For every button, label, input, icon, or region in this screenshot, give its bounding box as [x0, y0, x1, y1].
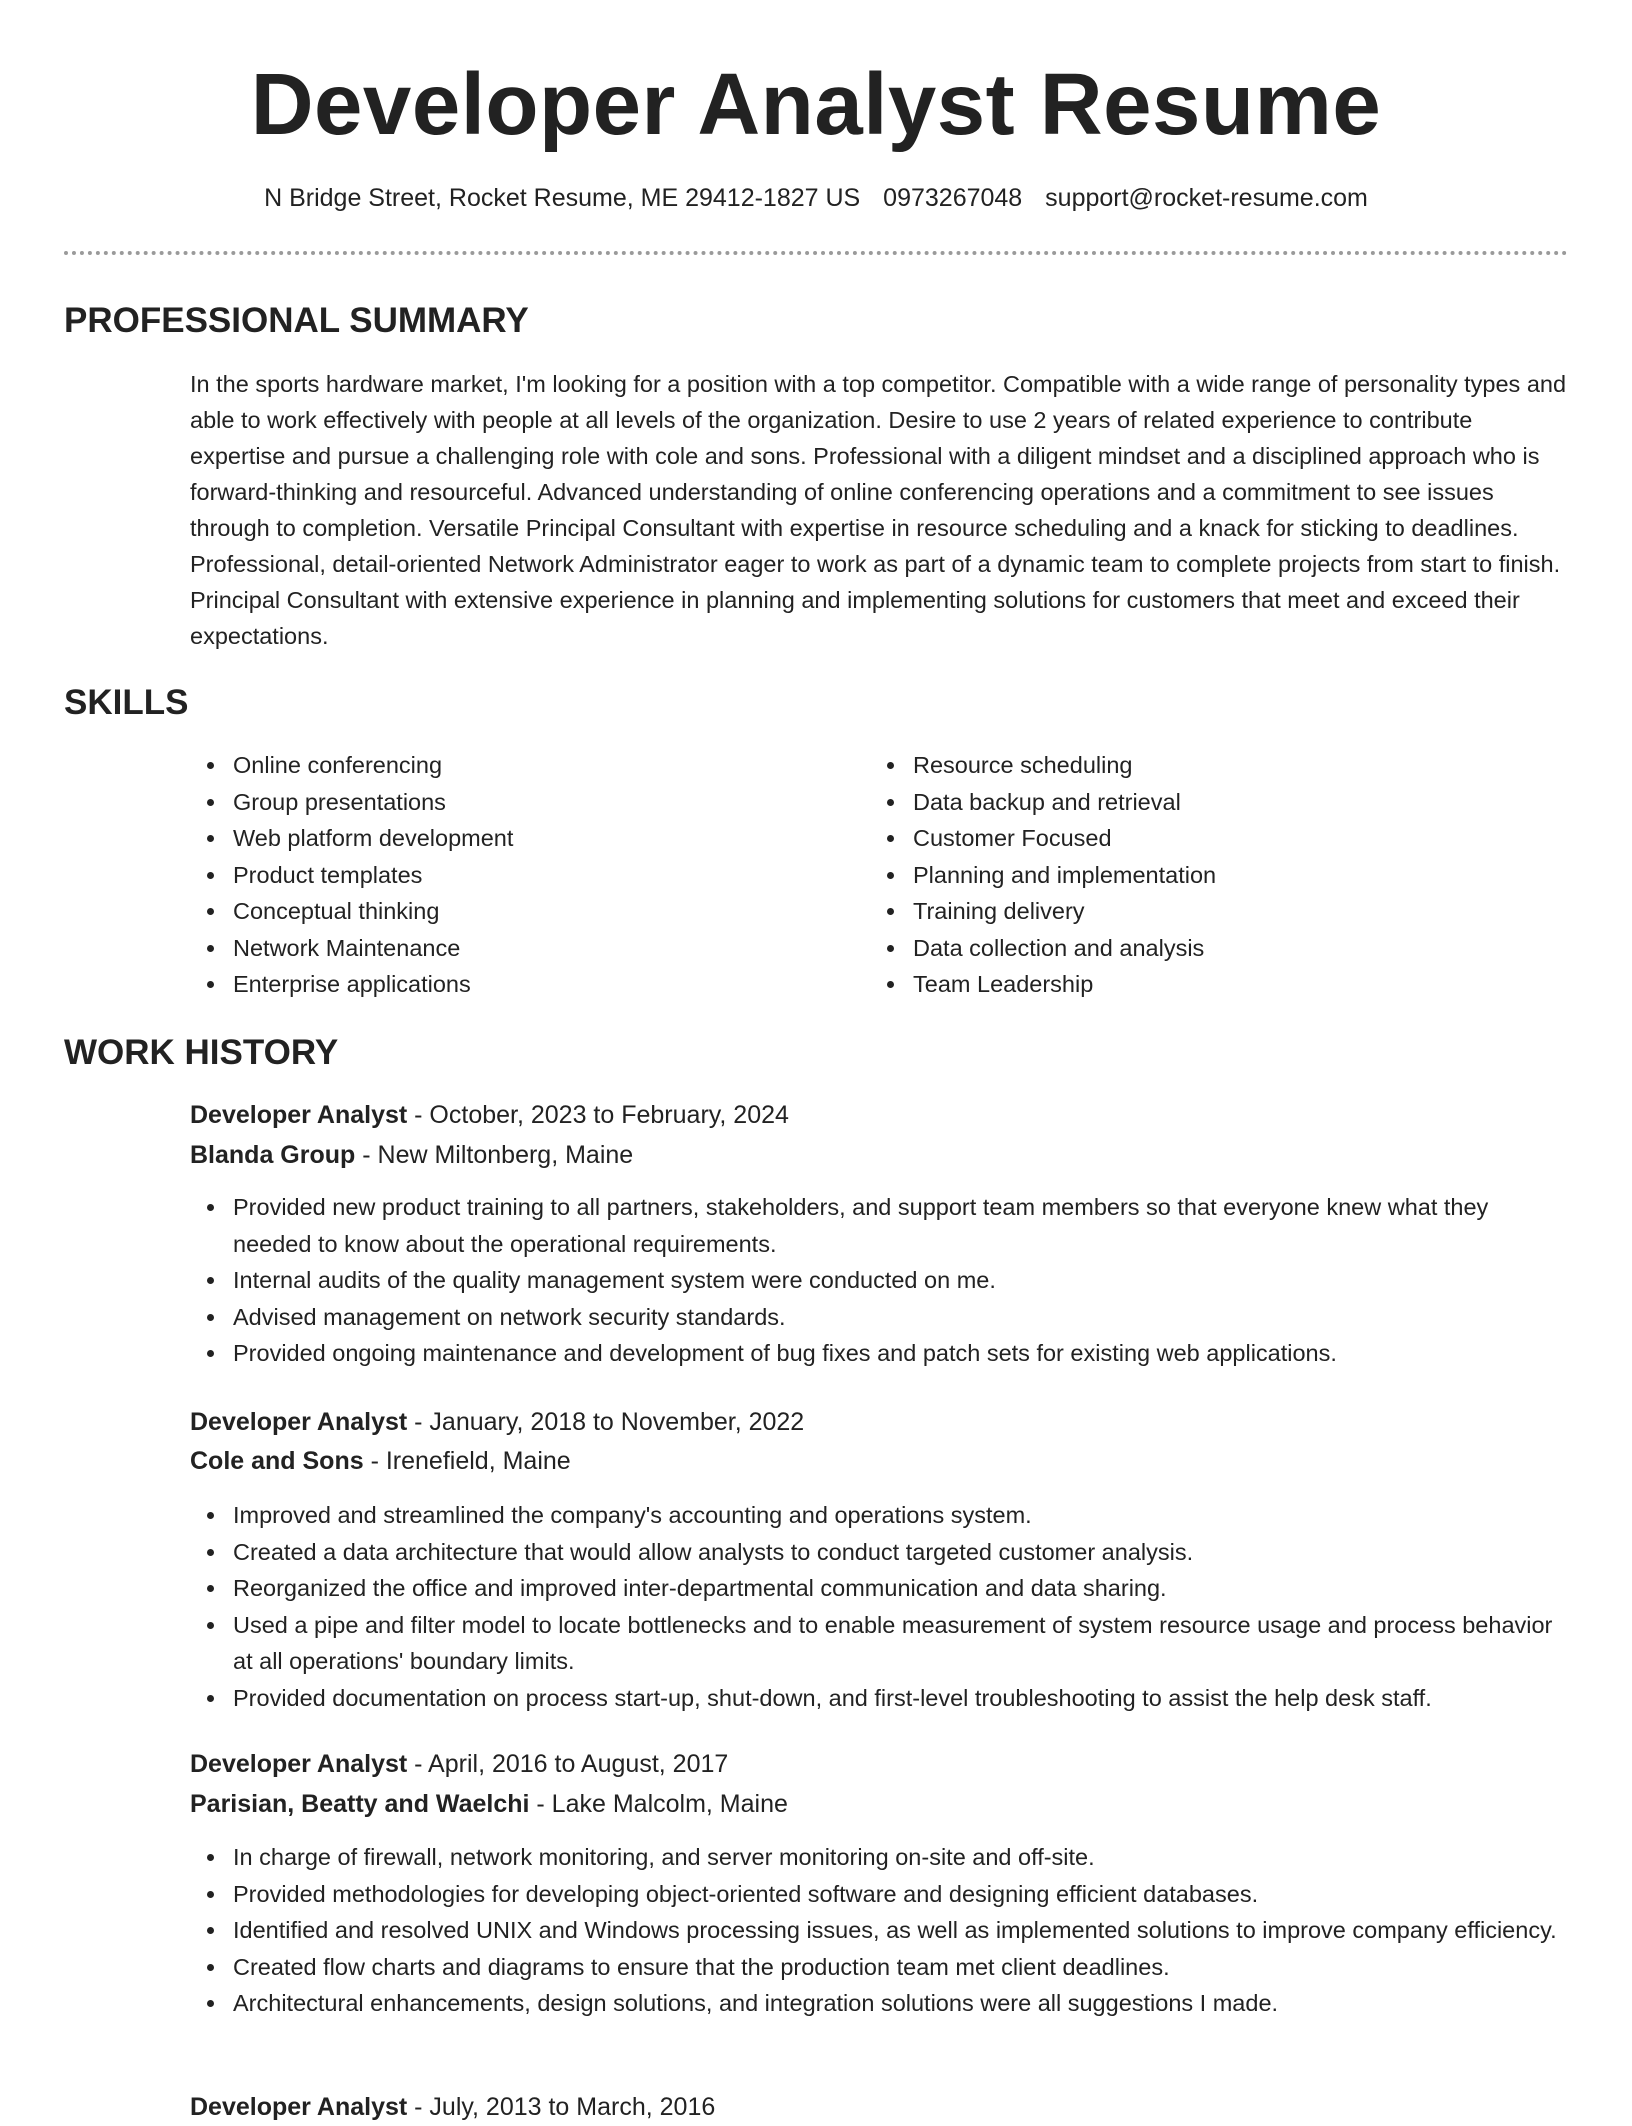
job-bullet: Created a data architecture that would allow analysts to conduct targeted customer analysis.	[233, 1534, 1573, 1571]
job-company-line	[190, 1785, 788, 1823]
job-bullets	[233, 1497, 1573, 1716]
job-bullet: Identified and resolved UNIX and Windows processing issues, as well as implemented solutions to improve company efficiency.	[233, 1912, 1573, 1949]
job-title: Developer Analyst	[190, 1750, 408, 1778]
skill-item: Web platform development	[233, 820, 833, 857]
phone: 0973267048	[883, 184, 1023, 212]
job-location: - Irenefield, Maine	[363, 1447, 571, 1475]
job-bullet: In charge of firewall, network monitoring, and server monitoring on-site and off-site.	[233, 1839, 1573, 1876]
job-company-line	[190, 1136, 633, 1174]
skills-heading: SKILLS	[64, 683, 189, 722]
job-company: Parisian, Beatty and Waelchi	[190, 1790, 530, 1818]
job-bullets	[233, 1839, 1573, 2022]
summary-heading: PROFESSIONAL SUMMARY	[64, 301, 529, 340]
job-bullet: Provided ongoing maintenance and development of bug fixes and patch sets for existing web applications.	[233, 1335, 1573, 1372]
job-title: Developer Analyst	[190, 1408, 408, 1436]
job-bullet: Improved and streamlined the company's accounting and operations system.	[233, 1497, 1573, 1534]
skill-item: Training delivery	[913, 893, 1513, 930]
job-company: Blanda Group	[190, 1141, 356, 1169]
header-divider	[64, 251, 1568, 255]
skills-list-right	[913, 747, 1513, 1003]
job-title-line	[190, 2088, 715, 2126]
job-bullets	[233, 1189, 1573, 1372]
skill-item: Team Leadership	[913, 966, 1513, 1003]
job-bullet: Provided new product training to all partners, stakeholders, and support team members so that everyone knew what they needed to know about the operational requirements.	[233, 1189, 1573, 1262]
job-dates: - January, 2018 to November, 2022	[407, 1408, 805, 1436]
skill-item: Online conferencing	[233, 747, 833, 784]
job-bullet: Advised management on network security standards.	[233, 1299, 1573, 1336]
work-heading: WORK HISTORY	[64, 1033, 339, 1072]
skill-item: Planning and implementation	[913, 857, 1513, 894]
job-location: - Lake Malcolm, Maine	[529, 1790, 788, 1818]
job-title: Developer Analyst	[190, 1101, 408, 1129]
contact-line	[0, 181, 1632, 215]
job-title-line	[190, 1745, 728, 1783]
job-dates: - April, 2016 to August, 2017	[407, 1750, 729, 1778]
job-bullet: Created flow charts and diagrams to ensure that the production team met client deadlines.	[233, 1949, 1573, 1986]
job-company: Cole and Sons	[190, 1447, 364, 1475]
resume-title: Developer Analyst Resume	[250, 56, 1382, 153]
job-bullet: Provided methodologies for developing object-oriented software and designing efficient databases.	[233, 1876, 1573, 1913]
job-location: - New Miltonberg, Maine	[355, 1141, 634, 1169]
address: N Bridge Street, Rocket Resume, ME 29412-1827 US	[264, 184, 861, 212]
skill-item: Group presentations	[233, 784, 833, 821]
job-bullet: Used a pipe and filter model to locate bottlenecks and to enable measurement of system resource usage and process behavior at all operations' boundary limits.	[233, 1607, 1573, 1680]
skill-item: Network Maintenance	[233, 930, 833, 967]
skill-item: Customer Focused	[913, 820, 1513, 857]
skill-item: Resource scheduling	[913, 747, 1513, 784]
skill-item: Conceptual thinking	[233, 893, 833, 930]
job-title-line	[190, 1096, 789, 1134]
summary-text: In the sports hardware market, I'm looking for a position with a top competitor. Compatible with a wide range of personality types and able to work effectively with people at all levels of the organization. Desire to use 2 years of related experience to contribute expertise and pursue a challenging role with cole and sons. Professional with a diligent mindset and a disciplined approach who is forward-thinking and resourceful. Advanced understanding of online conferencing operations and a commitment to see issues through to completion. Versatile Principal Consultant with expertise in resource scheduling and a knack for sticking to deadlines. Professional, detail-oriented Network Administrator eager to work as part of a dynamic team to complete projects from start to finish. Principal Consultant with extensive experience in planning and implementing solutions for customers that meet and exceed their expectations.	[190, 371, 1567, 649]
job-bullet: Architectural enhancements, design solutions, and integration solutions were all suggestions I made.	[233, 1985, 1573, 2022]
skill-item: Enterprise applications	[233, 966, 833, 1003]
job-dates: - October, 2023 to February, 2024	[407, 1101, 789, 1129]
skill-item: Data backup and retrieval	[913, 784, 1513, 821]
job-company-line	[190, 1442, 571, 1480]
job-bullet: Reorganized the office and improved inter-departmental communication and data sharing.	[233, 1570, 1573, 1607]
job-bullet: Internal audits of the quality management system were conducted on me.	[233, 1262, 1573, 1299]
email: support@rocket-resume.com	[1045, 184, 1368, 212]
job-bullet: Provided documentation on process start-up, shut-down, and first-level troubleshooting to assist the help desk staff.	[233, 1680, 1573, 1717]
skill-item: Data collection and analysis	[913, 930, 1513, 967]
job-dates: - July, 2013 to March, 2016	[407, 2093, 716, 2121]
job-title-line	[190, 1403, 804, 1441]
skill-item: Product templates	[233, 857, 833, 894]
skills-list-left	[233, 747, 833, 1003]
job-title: Developer Analyst	[190, 2093, 408, 2121]
